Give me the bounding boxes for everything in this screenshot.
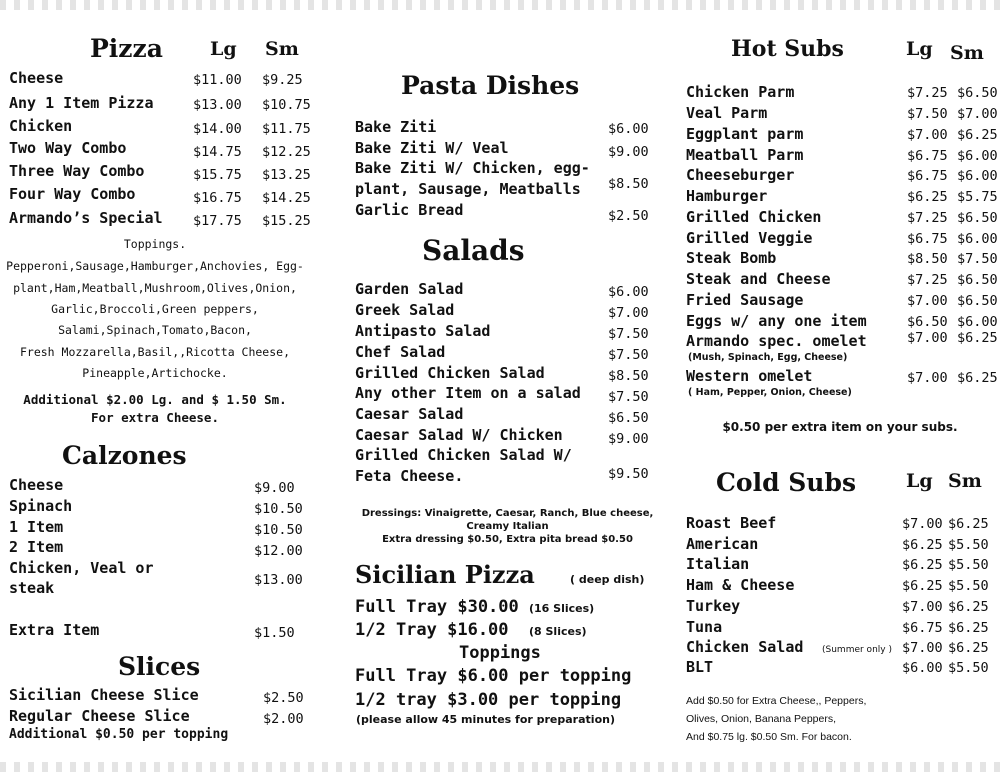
menu-item: Four Way Combo [9,185,136,203]
slices-note: Additional $0.50 per topping [9,727,229,742]
price-lg: $17.75 [193,213,242,229]
price-lg: $16.75 [193,190,242,206]
menu-item: Grilled Chicken Salad W/ [355,446,572,464]
menu-item: Any other Item on a salad [355,384,581,402]
price-lg: $7.00 [907,370,948,386]
menu-item: Spinach [9,497,73,515]
price-lg: $7.00 [902,516,943,532]
menu-item: Bake Ziti [355,118,437,136]
toppings-line: Pineapple,Artichocke. [82,366,228,380]
price-lg: $7.50 [907,106,948,122]
menu-item: Hamburger [686,187,768,205]
price-lg: $6.25 [902,557,943,573]
price-lg: $6.50 [907,314,948,330]
price-sm: $6.00 [957,148,998,164]
price-sm: $6.00 [957,314,998,330]
price: $6.00 [608,284,649,300]
menu-item-line2: steak [9,579,55,597]
menu-item-line2: Feta Cheese. [355,467,464,485]
menu-item: Steak and Cheese [686,270,831,288]
menu-item: Caesar Salad [355,405,464,423]
price: $9.50 [608,466,649,482]
price: $8.50 [608,176,649,192]
price-sm: $5.75 [957,189,998,205]
toppings-line: plant,Ham,Meatball,Mushroom,Olives,Onion, [13,281,297,295]
extra-cheese-note: For extra Cheese. [91,410,219,425]
price-sm: $6.25 [957,370,998,386]
page-top-edge [0,0,1000,10]
full-tray-slices: (16 Slices) [529,602,595,615]
menu-item: Extra Item [9,621,100,639]
price: $2.00 [263,711,304,727]
price-lg: $6.75 [907,231,948,247]
half-tray-price: 1/2 Tray $16.00 [355,620,509,640]
pizza-sm-header: Sm [265,38,299,60]
price: $8.50 [608,368,649,384]
price-lg: $11.00 [193,72,242,88]
menu-item: BLT [686,658,714,676]
toppings-line: Salami,Spinach,Tomato,Bacon, [58,323,252,337]
price-sm: $6.25 [948,599,989,615]
price-sm: $7.50 [957,251,998,267]
price: $2.50 [608,208,649,224]
toppings-line: Garlic,Broccoli,Green peppers, [51,302,259,316]
price-sm: $6.50 [957,293,998,309]
price-lg: $6.75 [902,620,943,636]
price-sm: $11.75 [262,121,311,137]
menu-item: Veal Parm [686,104,768,122]
price-sm: $5.50 [948,537,989,553]
price-lg: $14.00 [193,121,242,137]
price: $10.50 [254,522,303,538]
toppings-title: Toppings. [123,237,187,251]
toppings-line: Fresh Mozzarella,Basil,,Ricotta Cheese, [19,345,291,359]
price-lg: $13.00 [193,97,242,113]
price-sm: $5.50 [948,578,989,594]
menu-item: Bake Ziti W/ Veal [355,139,509,157]
price: $7.50 [608,326,649,342]
price-lg: $8.50 [907,251,948,267]
pasta-title: Pasta Dishes [401,71,580,100]
menu-item: Western omelet [686,367,813,385]
price: $7.50 [608,347,649,363]
price: $6.50 [608,410,649,426]
price: $7.50 [608,389,649,405]
menu-item: American [686,535,759,553]
price-sm: $6.25 [948,620,989,636]
menu-item: Roast Beef [686,514,777,532]
price-sm: $13.25 [262,167,311,183]
sicilian-toppings-title: Toppings [459,643,541,663]
hot-subs-sm-header: Sm [950,42,984,64]
menu-item: Cheese [9,69,64,87]
menu-item: Three Way Combo [9,162,145,180]
dressings-note: Creamy Italian [466,521,549,532]
menu-item: Bake Ziti W/ Chicken, egg- [355,159,590,177]
price-sm: $10.75 [262,97,311,113]
menu-item: 1 Item [9,518,64,536]
price: $2.50 [263,690,304,706]
cold-subs-note: Olives, Onion, Banana Peppers, [686,713,837,725]
hot-subs-title: Hot Subs [731,36,844,62]
menu-item-sub: (Mush, Spinach, Egg, Cheese) [688,352,848,363]
slices-title: Slices [118,652,201,681]
price: $9.00 [608,431,649,447]
cold-subs-sm-header: Sm [948,470,982,492]
price: $9.00 [254,480,295,496]
price-lg: $7.00 [902,640,943,656]
price-sm: $6.50 [957,210,998,226]
menu-item: Cheese [9,476,64,494]
extra-cheese-note: Additional $2.00 Lg. and $ 1.50 Sm. [23,392,287,407]
menu-item: Chicken Salad [686,638,804,656]
menu-item: Steak Bomb [686,249,777,267]
price-sm: $6.50 [957,272,998,288]
menu-item: Chicken, Veal or [9,559,154,577]
half-tray-topping: 1/2 tray $3.00 per topping [355,690,622,710]
price: $13.00 [254,572,303,588]
price-sm: $6.00 [957,231,998,247]
page-bottom-edge [0,762,1000,772]
price: $7.00 [608,305,649,321]
price-sm: $6.25 [948,516,989,532]
price-lg: $6.00 [902,660,943,676]
menu-item: Grilled Chicken Salad [355,364,545,382]
calzones-title: Calzones [62,441,187,470]
cold-subs-note: And $0.75 lg. $0.50 Sm. For bacon. [686,731,852,743]
price-lg: $7.25 [907,210,948,226]
menu-item: Armando spec. omelet [686,332,867,350]
price-lg: $7.25 [907,272,948,288]
menu-item: Cheeseburger [686,166,795,184]
price-lg: $14.75 [193,144,242,160]
price-sm: $12.25 [262,144,311,160]
menu-item: Tuna [686,618,723,636]
price-sm: $7.00 [957,106,998,122]
sicilian-subtitle: ( deep dish) [570,573,645,586]
menu-item-sub: ( Ham, Pepper, Onion, Cheese) [688,387,852,398]
menu-item-line2: plant, Sausage, Meatballs [355,180,581,198]
price-lg: $7.00 [907,127,948,143]
menu-item: Regular Cheese Slice [9,707,190,725]
menu-item: Two Way Combo [9,139,127,157]
menu-item: Fried Sausage [686,291,804,309]
price-lg: $6.75 [907,148,948,164]
cold-subs-note: Add $0.50 for Extra Cheese,, Peppers, [686,695,867,707]
price: $10.50 [254,501,303,517]
menu-item: Ham & Cheese [686,576,795,594]
price-sm: $6.00 [957,168,998,184]
pizza-title: Pizza [90,34,163,63]
price-sm: $6.25 [948,640,989,656]
menu-item: Antipasto Salad [355,322,491,340]
summer-only-tag: (Summer only ) [822,645,892,655]
menu-item: Eggplant parm [686,125,804,143]
menu-item: Eggs w/ any one item [686,312,867,330]
price-lg: $6.75 [907,168,948,184]
price: $12.00 [254,543,303,559]
cold-subs-lg-header: Lg [906,470,933,492]
menu-item: Any 1 Item Pizza [9,94,154,112]
menu-item: Chicken Parm [686,83,795,101]
menu-item: Grilled Chicken [686,208,822,226]
price-lg: $7.25 [907,85,948,101]
price-sm: $6.25 [957,127,998,143]
sicilian-title: Sicilian Pizza [355,560,535,589]
menu-item: Chef Salad [355,343,446,361]
toppings-line: Pepperoni,Sausage,Hamburger,Anchovies, Egg- [6,259,304,273]
price-lg: $6.25 [902,537,943,553]
hot-subs-note: $0.50 per extra item on your subs. [722,420,958,434]
hot-subs-lg-header: Lg [906,38,933,60]
dressings-note: Dressings: Vinaigrette, Caesar, Ranch, Blue cheese, [361,508,654,519]
full-tray-price: Full Tray $30.00 [355,597,519,617]
menu-item: Meatball Parm [686,146,804,164]
price-lg: $7.00 [902,599,943,615]
menu-item: Italian [686,555,750,573]
menu-item: Garden Salad [355,280,464,298]
menu-item: Turkey [686,597,741,615]
menu-item: Armando’s Special [9,209,163,227]
preparation-note: (please allow 45 minutes for preparation) [356,713,615,726]
price-lg: $15.75 [193,167,242,183]
price-lg: $6.25 [902,578,943,594]
menu-item: Grilled Veggie [686,229,813,247]
price-lg: $7.00 [907,330,948,346]
menu-item: Garlic Bread [355,201,464,219]
menu-item: Caesar Salad W/ Chicken [355,426,563,444]
pizza-lg-header: Lg [210,38,237,60]
price-sm: $15.25 [262,213,311,229]
menu-item: Chicken [9,117,73,135]
price: $1.50 [254,625,295,641]
price-sm: $6.25 [957,330,998,346]
full-tray-topping: Full Tray $6.00 per topping [355,666,632,686]
menu-item: 2 Item [9,538,64,556]
price-sm: $5.50 [948,660,989,676]
price-sm: $9.25 [262,72,303,88]
dressings-note: Extra dressing $0.50, Extra pita bread $0.50 [382,534,633,545]
price-sm: $5.50 [948,557,989,573]
menu-item: Sicilian Cheese Slice [9,686,199,704]
price: $6.00 [608,121,649,137]
price-sm: $6.50 [957,85,998,101]
price-sm: $14.25 [262,190,311,206]
salads-title: Salads [422,234,525,267]
price-lg: $7.00 [907,293,948,309]
half-tray-slices: (8 Slices) [529,625,587,638]
menu-item: Greek Salad [355,301,455,319]
price: $9.00 [608,144,649,160]
price-lg: $6.25 [907,189,948,205]
cold-subs-title: Cold Subs [716,468,857,497]
